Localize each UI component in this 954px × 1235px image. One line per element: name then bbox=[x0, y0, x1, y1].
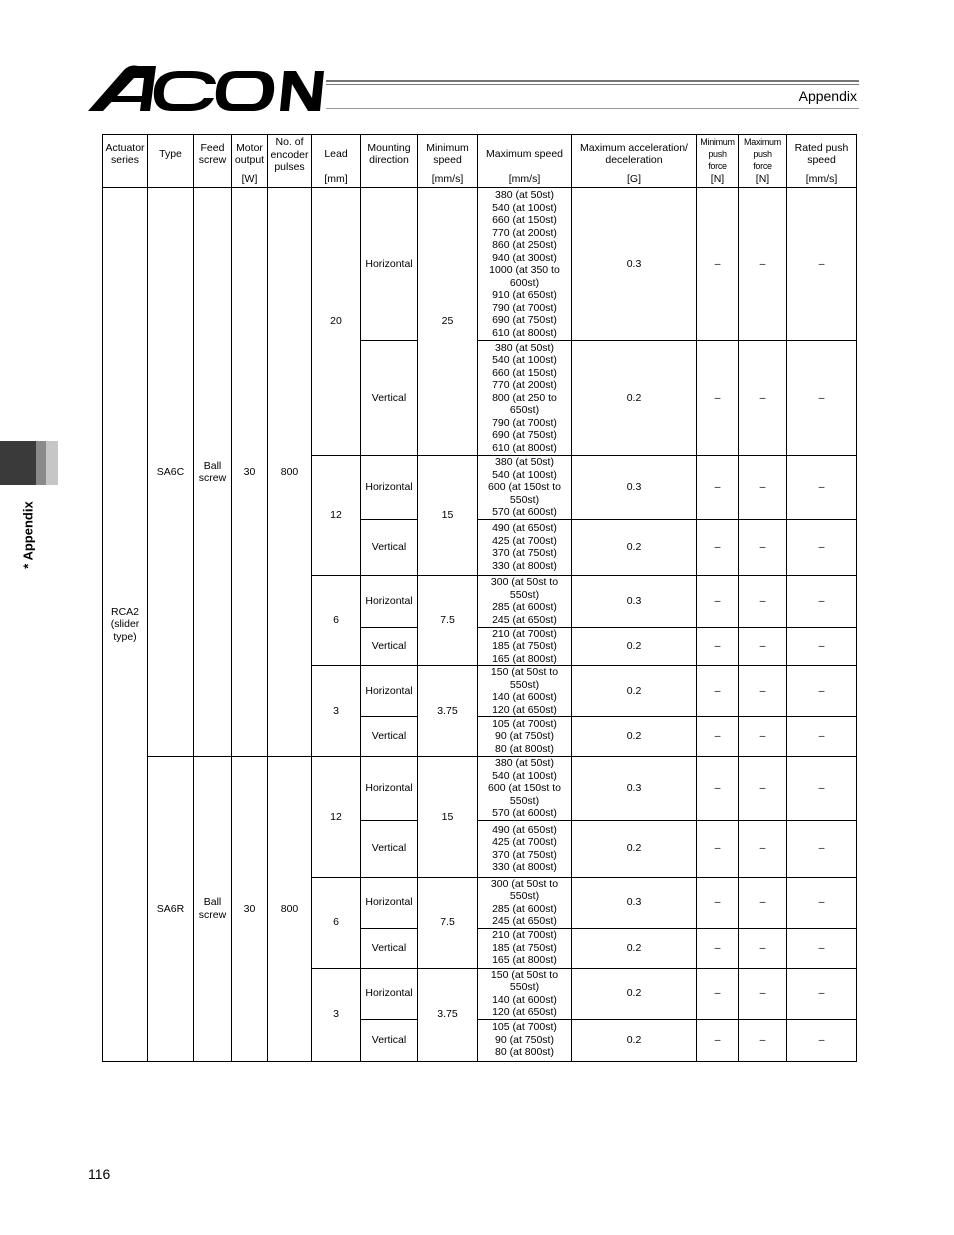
header-label: Actuator series bbox=[105, 141, 145, 166]
max-push-force-cell: – bbox=[739, 519, 787, 575]
min-speed-cell: 15 bbox=[418, 456, 478, 576]
max-speed-cell: 300 (at 50st to 550st) 285 (at 600st) 245 (at 650st) bbox=[478, 877, 572, 928]
rated-push-speed-cell: – bbox=[787, 575, 857, 627]
max-speed-cell: 490 (at 650st) 425 (at 700st) 370 (at 750st) 330 (at 800st) bbox=[478, 519, 572, 575]
spec-table bbox=[102, 134, 857, 1062]
header-unit: [N] bbox=[755, 173, 770, 185]
header-label: Lead bbox=[324, 147, 348, 160]
min-speed-cell: 3.75 bbox=[418, 968, 478, 1061]
max-accel-cell: 0.2 bbox=[572, 1019, 697, 1061]
max-accel-cell: 0.3 bbox=[572, 456, 697, 520]
mounting-direction-cell: Vertical bbox=[361, 717, 418, 757]
header-label: Motor output bbox=[234, 141, 265, 166]
header-type bbox=[148, 135, 194, 188]
section-title: Appendix bbox=[798, 88, 857, 104]
header-unit bbox=[148, 172, 193, 186]
max-push-force-cell: – bbox=[739, 928, 787, 968]
min-push-force-cell: – bbox=[697, 757, 739, 821]
max-accel-cell: 0.2 bbox=[572, 341, 697, 456]
mounting-direction-cell: Horizontal bbox=[361, 575, 418, 627]
min-push-force-cell: – bbox=[697, 627, 739, 666]
min-push-force-cell: – bbox=[697, 456, 739, 520]
header-unit: [G] bbox=[626, 173, 641, 185]
max-push-force-cell: – bbox=[739, 188, 787, 341]
header-rule-mid bbox=[326, 84, 859, 85]
mounting-direction-cell: Vertical bbox=[361, 519, 418, 575]
side-tab-marker bbox=[0, 441, 58, 485]
header-label: No. of encoder pulses bbox=[270, 136, 309, 173]
min-push-force-cell: – bbox=[697, 820, 739, 877]
header-unit bbox=[268, 174, 311, 187]
rated-push-speed-cell: – bbox=[787, 666, 857, 717]
acon-logo bbox=[86, 64, 326, 114]
actuator-series-cell: RCA2 (slider type) bbox=[103, 188, 148, 1062]
mounting-direction-cell: Vertical bbox=[361, 1019, 418, 1061]
max-push-force-cell: – bbox=[739, 820, 787, 877]
mounting-direction-cell: Vertical bbox=[361, 627, 418, 666]
max-push-force-cell: – bbox=[739, 877, 787, 928]
lead-cell: 3 bbox=[312, 968, 361, 1061]
max-speed-cell: 210 (at 700st) 185 (at 750st) 165 (at 800st) bbox=[478, 928, 572, 968]
max-push-force-cell: – bbox=[739, 627, 787, 666]
feed-screw-cell: Ball screw bbox=[194, 757, 232, 1062]
max-push-force-cell: – bbox=[739, 1019, 787, 1061]
max-accel-cell: 0.3 bbox=[572, 757, 697, 821]
min-push-force-cell: – bbox=[697, 575, 739, 627]
max-speed-cell: 380 (at 50st) 540 (at 100st) 660 (at 150st) 770 (at 200st) 860 (at 250st) 940 (at 300st) 1000 (at 350 to 600st) 910 (at 650st) 790 (at 700st) 690 (at 750st) 610 (at 800st) bbox=[478, 188, 572, 341]
max-push-force-cell: – bbox=[739, 717, 787, 757]
max-speed-cell: 105 (at 700st) 90 (at 750st) 80 (at 800st) bbox=[478, 1019, 572, 1061]
rated-push-speed-cell: – bbox=[787, 928, 857, 968]
motor-output-cell: 30 bbox=[232, 757, 268, 1062]
mounting-direction-cell: Horizontal bbox=[361, 877, 418, 928]
rated-push-speed-cell: – bbox=[787, 968, 857, 1019]
header-encoder-pulses bbox=[268, 135, 312, 188]
max-push-force-cell: – bbox=[739, 341, 787, 456]
max-speed-cell: 210 (at 700st) 185 (at 750st) 165 (at 800st) bbox=[478, 627, 572, 666]
header-lead bbox=[312, 135, 361, 188]
motor-output-cell: 30 bbox=[232, 188, 268, 757]
max-accel-cell: 0.2 bbox=[572, 717, 697, 757]
max-push-force-cell: – bbox=[739, 666, 787, 717]
encoder-pulses-cell: 800 bbox=[268, 757, 312, 1062]
rated-push-speed-cell: – bbox=[787, 456, 857, 520]
max-accel-cell: 0.3 bbox=[572, 188, 697, 341]
mounting-direction-cell: Horizontal bbox=[361, 188, 418, 341]
max-accel-cell: 0.2 bbox=[572, 968, 697, 1019]
lead-cell: 6 bbox=[312, 877, 361, 968]
mounting-direction-cell: Horizontal bbox=[361, 456, 418, 520]
mounting-direction-cell: Horizontal bbox=[361, 757, 418, 821]
header-label: Rated push speed bbox=[794, 141, 849, 166]
min-push-force-cell: – bbox=[697, 666, 739, 717]
max-accel-cell: 0.2 bbox=[572, 627, 697, 666]
min-speed-cell: 15 bbox=[418, 757, 478, 878]
header-unit bbox=[103, 172, 147, 186]
min-speed-cell: 3.75 bbox=[418, 666, 478, 757]
table-header-row bbox=[103, 135, 857, 188]
header-unit bbox=[361, 172, 417, 186]
min-push-force-cell: – bbox=[697, 341, 739, 456]
header-rule-bottom bbox=[326, 108, 859, 109]
header-max-accel bbox=[572, 135, 697, 188]
mounting-direction-cell: Horizontal bbox=[361, 968, 418, 1019]
lead-cell: 12 bbox=[312, 757, 361, 878]
header-unit: [mm/s] bbox=[508, 173, 541, 185]
max-accel-cell: 0.2 bbox=[572, 666, 697, 717]
header-max-push-force bbox=[739, 135, 787, 188]
min-push-force-cell: – bbox=[697, 1019, 739, 1061]
min-push-force-cell: – bbox=[697, 188, 739, 341]
type-cell: SA6R bbox=[148, 757, 194, 1062]
max-speed-cell: 150 (at 50st to 550st) 140 (at 600st) 120 (at 650st) bbox=[478, 968, 572, 1019]
header-actuator-series bbox=[103, 135, 148, 188]
rated-push-speed-cell: – bbox=[787, 820, 857, 877]
header-unit: [W] bbox=[241, 173, 258, 185]
header-label: Maximum acceleration/ deceleration bbox=[580, 141, 688, 166]
rated-push-speed-cell: – bbox=[787, 877, 857, 928]
max-push-force-cell: – bbox=[739, 456, 787, 520]
header-rule-top bbox=[326, 80, 859, 82]
header-motor-output bbox=[232, 135, 268, 188]
header-label: Minimum speed bbox=[426, 141, 469, 166]
min-speed-cell: 25 bbox=[418, 188, 478, 456]
header-label: Maximum push force bbox=[744, 137, 781, 171]
min-push-force-cell: – bbox=[697, 968, 739, 1019]
header-label: Minimum push force bbox=[700, 137, 735, 171]
lead-cell: 3 bbox=[312, 666, 361, 757]
rated-push-speed-cell: – bbox=[787, 627, 857, 666]
rated-push-speed-cell: – bbox=[787, 341, 857, 456]
header-unit: [mm] bbox=[324, 173, 348, 185]
header-unit: [N] bbox=[710, 173, 725, 185]
rated-push-speed-cell: – bbox=[787, 188, 857, 341]
header-label: Mounting direction bbox=[367, 141, 411, 166]
max-speed-cell: 150 (at 50st to 550st) 140 (at 600st) 120 (at 650st) bbox=[478, 666, 572, 717]
min-push-force-cell: – bbox=[697, 519, 739, 575]
min-push-force-cell: – bbox=[697, 877, 739, 928]
max-accel-cell: 0.3 bbox=[572, 877, 697, 928]
header-min-speed bbox=[418, 135, 478, 188]
min-speed-cell: 7.5 bbox=[418, 575, 478, 666]
rated-push-speed-cell: – bbox=[787, 1019, 857, 1061]
max-accel-cell: 0.2 bbox=[572, 928, 697, 968]
header-mounting-direction bbox=[361, 135, 418, 188]
rated-push-speed-cell: – bbox=[787, 757, 857, 821]
mounting-direction-cell: Vertical bbox=[361, 820, 418, 877]
max-speed-cell: 105 (at 700st) 90 (at 750st) 80 (at 800st) bbox=[478, 717, 572, 757]
max-speed-cell: 490 (at 650st) 425 (at 700st) 370 (at 750st) 330 (at 800st) bbox=[478, 820, 572, 877]
max-speed-cell: 380 (at 50st) 540 (at 100st) 600 (at 150st to 550st) 570 (at 600st) bbox=[478, 757, 572, 821]
header-rated-push-speed bbox=[787, 135, 857, 188]
max-push-force-cell: – bbox=[739, 757, 787, 821]
max-accel-cell: 0.3 bbox=[572, 575, 697, 627]
header-max-speed bbox=[478, 135, 572, 188]
header-unit: [mm/s] bbox=[805, 173, 838, 185]
max-speed-cell: 380 (at 50st) 540 (at 100st) 660 (at 150st) 770 (at 200st) 800 (at 250 to 650st) 790 (at 700st) 690 (at 750st) 610 (at 800st) bbox=[478, 341, 572, 456]
feed-screw-cell: Ball screw bbox=[194, 188, 232, 757]
rated-push-speed-cell: – bbox=[787, 717, 857, 757]
max-accel-cell: 0.2 bbox=[572, 820, 697, 877]
max-speed-cell: 300 (at 50st to 550st) 285 (at 600st) 245 (at 650st) bbox=[478, 575, 572, 627]
max-speed-cell: 380 (at 50st) 540 (at 100st) 600 (at 150st to 550st) 570 (at 600st) bbox=[478, 456, 572, 520]
page-number: 116 bbox=[88, 1166, 111, 1182]
mounting-direction-cell: Horizontal bbox=[361, 666, 418, 717]
side-tab-label: * Appendix bbox=[20, 501, 36, 569]
max-accel-cell: 0.2 bbox=[572, 519, 697, 575]
max-push-force-cell: – bbox=[739, 575, 787, 627]
max-push-force-cell: – bbox=[739, 968, 787, 1019]
lead-cell: 6 bbox=[312, 575, 361, 666]
table-row bbox=[103, 188, 857, 341]
encoder-pulses-cell: 800 bbox=[268, 188, 312, 757]
type-cell: SA6C bbox=[148, 188, 194, 757]
mounting-direction-cell: Vertical bbox=[361, 341, 418, 456]
mounting-direction-cell: Vertical bbox=[361, 928, 418, 968]
rated-push-speed-cell: – bbox=[787, 519, 857, 575]
table-row bbox=[103, 757, 857, 821]
min-push-force-cell: – bbox=[697, 928, 739, 968]
header-label: Maximum speed bbox=[485, 147, 564, 160]
header-label: Type bbox=[159, 147, 182, 160]
header-feed-screw bbox=[194, 135, 232, 188]
min-push-force-cell: – bbox=[697, 717, 739, 757]
min-speed-cell: 7.5 bbox=[418, 877, 478, 968]
header-unit bbox=[194, 172, 231, 186]
header-unit: [mm/s] bbox=[431, 173, 464, 185]
header-label: Feed screw bbox=[198, 141, 227, 166]
lead-cell: 12 bbox=[312, 456, 361, 576]
lead-cell: 20 bbox=[312, 188, 361, 456]
header-min-push-force bbox=[697, 135, 739, 188]
